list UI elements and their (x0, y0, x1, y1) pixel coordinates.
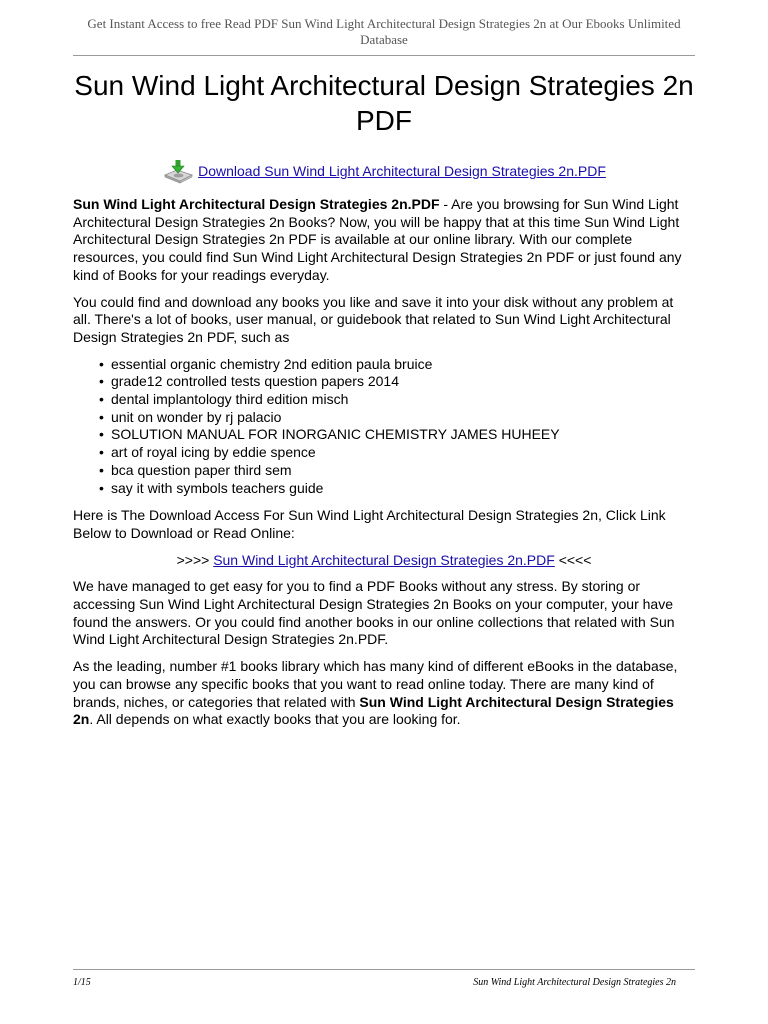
center-download-row (73, 552, 695, 570)
leading-bold-title: Sun Wind Light Architectural Design Strategies 2n (73, 693, 674, 728)
list-item: • grade12 controlled tests question papers 2014 (73, 373, 695, 391)
leading-text-before: As the leading, number #1 books library which has many kind of different eBooks in the database, you can browse any specific books that you want to read online today. There are many kind of brands, niches, or categories that related with (73, 658, 678, 710)
list-item: • bca question paper third sem (73, 462, 695, 480)
download-row (73, 158, 695, 184)
list-item: • SOLUTION MANUAL FOR INORGANIC CHEMISTRY JAMES HUHEEY (73, 426, 695, 444)
intro-text: - Are you browsing for Sun Wind Light Architectural Design Strategies 2n Books? Now, you will be happy that at this time Sun Wind Light Architectural Design Strategies 2n PDF is available at our online library. With our complete resources, you could find Sun Wind Light Architectural Design Strategies 2n PDF or just found any kind of Books for your readings everyday. (73, 196, 682, 283)
leading-text-after: . All depends on what exactly books that you are looking for. (89, 711, 461, 728)
paragraph-related-books: You could find and download any books you like and save it into your disk without any problem at all. There's a lot of books, user manual, or guidebook that related to Sun Wind Light Architectural Design Strategies 2n PDF, such as (73, 293, 674, 345)
list-item: • art of royal icing by eddie spence (73, 444, 695, 462)
footer-title: Sun Wind Light Architectural Design Strategies 2n (473, 977, 676, 988)
intro-paragraph (73, 196, 695, 285)
footer-divider (73, 969, 695, 970)
paragraph-leading (73, 658, 695, 729)
list-item: • say it with symbols teachers guide (73, 480, 695, 498)
download-disk-icon[interactable] (162, 158, 194, 184)
arrows-suffix: <<<< (554, 551, 592, 568)
footer-page-number: 1/15 (73, 977, 91, 988)
header-divider (73, 55, 695, 56)
related-books-list (73, 356, 695, 498)
list-item: • dental implantology third edition misch (73, 391, 695, 409)
main-content (73, 196, 695, 738)
page-title: Sun Wind Light Architectural Design Strategies 2n PDF (74, 70, 694, 136)
header-note: Get Instant Access to free Read PDF Sun Wind Light Architectural Design Strategies 2n at Our Ebooks Unlimited Database (87, 16, 681, 47)
arrows-prefix: >>>> (176, 551, 214, 568)
list-item: • essential organic chemistry 2nd edition paula bruice (73, 356, 695, 374)
download-link[interactable]: Download Sun Wind Light Architectural Design Strategies 2n.PDF (198, 163, 606, 179)
list-item: • unit on wonder by rj palacio (73, 409, 695, 427)
intro-bold-title: Sun Wind Light Architectural Design Strategies 2n.PDF (73, 196, 440, 212)
paragraph-managed: We have managed to get easy for you to find a PDF Books without any stress. By storing or accessing Sun Wind Light Architectural Design Strategies 2n Books on your computer, your have found the answers. Or you could find another books in our online collections that related with Sun Wind Light Architectural Design Strategies 2n.PDF. (73, 578, 675, 648)
paragraph-download-access: Here is The Download Access For Sun Wind Light Architectural Design Strategies 2n, Click Link Below to Download or Read Online: (73, 507, 666, 541)
center-download-link[interactable]: Sun Wind Light Architectural Design Strategies 2n.PDF (213, 551, 555, 568)
